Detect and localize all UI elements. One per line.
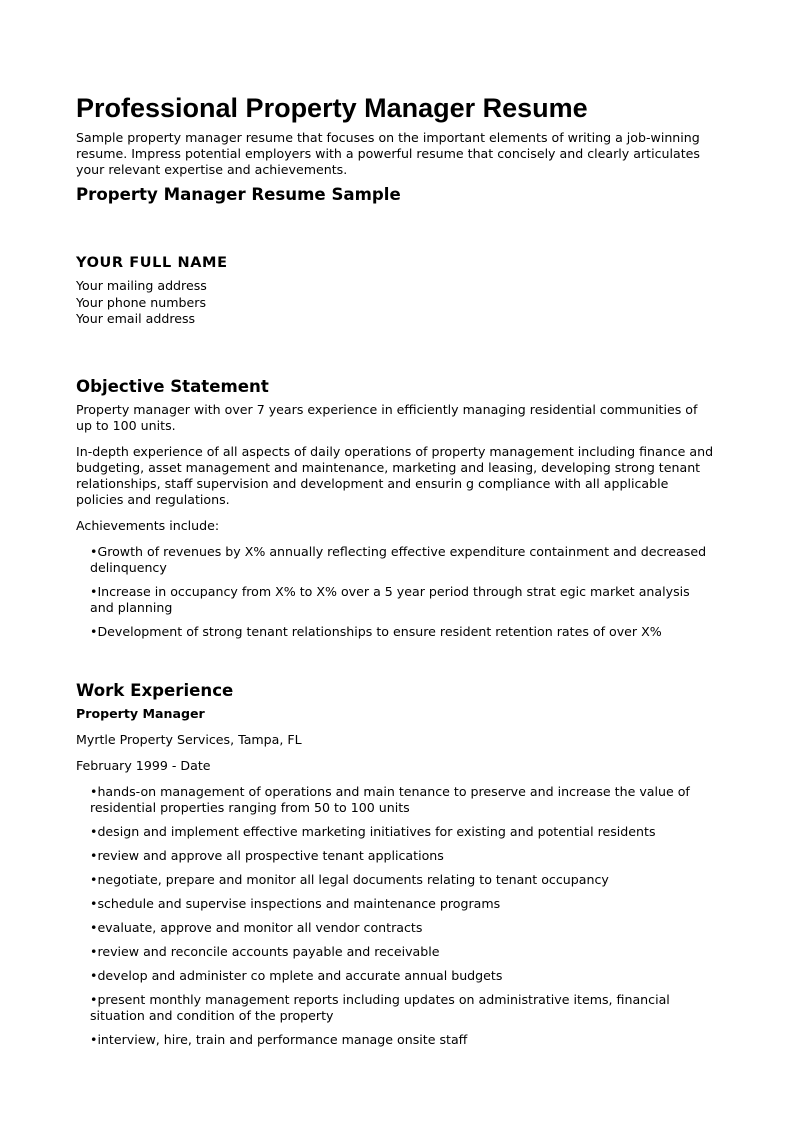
achievements-label: Achievements include:	[76, 517, 220, 533]
contact-block	[76, 278, 716, 328]
list-item: •Increase in occupancy from X% to X% over a 5 year period through strat egic market analysis and planning	[90, 583, 690, 615]
resume-page	[76, 92, 716, 1056]
employment-dates: February 1999 - Date	[76, 757, 211, 773]
bullet-icon: •	[90, 847, 98, 863]
list-item: •schedule and supervise inspections and maintenance programs	[90, 895, 501, 911]
list-item: •present monthly management reports including updates on administrative items, financial situation and condition of the property	[90, 991, 670, 1023]
bullet-icon: •	[90, 991, 98, 1007]
contact-email-address: Your email address	[76, 311, 196, 326]
bullet-icon: •	[90, 871, 98, 887]
list-item: •negotiate, prepare and monitor all legal documents relating to tenant occupancy	[90, 871, 609, 887]
bullet-icon: •	[90, 943, 98, 959]
objective-paragraph: In-depth experience of all aspects of daily operations of property management including finance and budgeting, asset management and maintenance, marketing and leasing, developing strong tenant relationships, staff supervision and development and ensurin g compliance with all applicable policies and regulations.	[76, 443, 714, 507]
work-experience-heading: Work Experience	[76, 680, 234, 700]
list-item: •review and approve all prospective tenant applications	[90, 847, 444, 863]
bullet-icon: •	[90, 967, 98, 983]
objective-section	[76, 376, 716, 640]
list-item: •Growth of revenues by X% annually reflecting effective expenditure containment and decreased delinquency	[90, 543, 707, 575]
list-item: •Development of strong tenant relationships to ensure resident retention rates of over X%	[90, 623, 662, 639]
list-item: •design and implement effective marketing initiatives for existing and potential residents	[90, 823, 656, 839]
bullet-icon: •	[90, 623, 98, 639]
list-item: •develop and administer co mplete and accurate annual budgets	[90, 967, 503, 983]
contact-phone-numbers: Your phone numbers	[76, 294, 207, 310]
bullet-icon: •	[90, 1031, 98, 1047]
job-title: Property Manager	[76, 705, 205, 721]
list-item: •hands-on management of operations and main tenance to preserve and increase the value of residential properties ranging from 50 to 100 units	[90, 783, 690, 815]
bullet-icon: •	[90, 543, 98, 559]
list-item: •interview, hire, train and performance manage onsite staff	[90, 1031, 468, 1047]
objective-heading: Objective Statement	[76, 376, 269, 396]
full-name: YOUR FULL NAME	[76, 255, 228, 271]
bullet-icon: •	[90, 919, 98, 935]
intro-paragraph: Sample property manager resume that focuses on the important elements of writing a job-winning resume. Impress potential employers with a powerful resume that concisely and clearly articulates your relevant expertise and achievements.	[76, 130, 700, 177]
list-item: •evaluate, approve and monitor all vendor contracts	[90, 919, 423, 935]
bullet-icon: •	[90, 783, 98, 799]
work-experience-section	[76, 680, 716, 1048]
objective-paragraph: Property manager with over 7 years experience in efficiently managing residential communities of up to 100 units.	[76, 401, 698, 433]
achievements-list	[76, 544, 716, 640]
resume-sample-subtitle: Property Manager Resume Sample	[76, 185, 401, 204]
duties-list	[76, 784, 716, 1048]
contact-mailing-address: Your mailing address	[76, 278, 207, 293]
page-title: Professional Property Manager Resume	[76, 93, 588, 123]
company-location: Myrtle Property Services, Tampa, FL	[76, 731, 302, 747]
list-item: •review and reconcile accounts payable and receivable	[90, 943, 440, 959]
bullet-icon: •	[90, 895, 98, 911]
bullet-icon: •	[90, 583, 98, 599]
bullet-icon: •	[90, 823, 98, 839]
